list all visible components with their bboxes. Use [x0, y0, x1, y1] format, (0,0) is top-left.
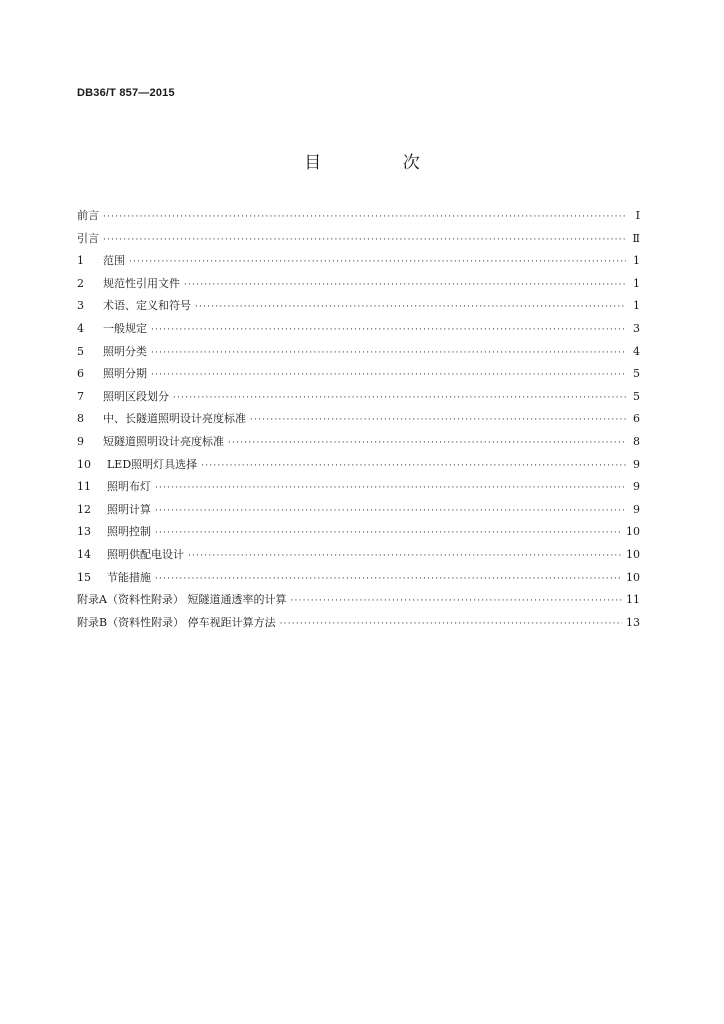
- toc-leader-dots: [103, 229, 626, 252]
- toc-entry-number: 11: [77, 480, 91, 494]
- toc-entry-label: 附录B（资料性附录） 停车视距计算方法: [77, 615, 276, 629]
- toc-entry-label: 照明分类: [103, 344, 147, 358]
- toc-leader-dots: [151, 342, 626, 365]
- toc-entry-number: 10: [77, 457, 91, 471]
- toc-leader-dots: [195, 296, 626, 319]
- toc-entry-page: 4: [633, 344, 640, 358]
- document-code: DB36/T 857—2015: [77, 87, 175, 99]
- toc-entry[interactable]: [77, 454, 640, 477]
- toc-entry[interactable]: [77, 341, 640, 364]
- toc-entry-page: 5: [633, 389, 640, 403]
- toc-entry-label: 引言: [77, 231, 99, 245]
- toc-entry-number: 9: [77, 434, 84, 448]
- toc-entry[interactable]: [77, 386, 640, 409]
- toc-entry-page: 11: [626, 593, 640, 607]
- toc-entry-label: 照明供配电设计: [107, 547, 184, 561]
- toc-entry[interactable]: [77, 250, 640, 273]
- toc-entry-number: 14: [77, 547, 91, 561]
- toc-entry-page: 1: [633, 254, 640, 268]
- toc-entry[interactable]: [77, 295, 640, 318]
- toc-entry-number: 13: [77, 525, 91, 539]
- toc-entry-label: LED照明灯具选择: [107, 457, 198, 471]
- toc-entry-label: 短隧道照明设计亮度标准: [103, 434, 224, 448]
- toc-entry[interactable]: [77, 318, 640, 341]
- toc-entry[interactable]: [77, 612, 640, 635]
- toc-entry-label: 照明分期: [103, 367, 147, 381]
- toc-entry-page: 5: [633, 367, 640, 381]
- toc-entry-number: 3: [77, 299, 84, 313]
- toc-entry[interactable]: [77, 544, 640, 567]
- toc-entry-page: 1: [633, 276, 640, 290]
- toc-leader-dots: [184, 274, 626, 297]
- toc-entry-page: 9: [633, 502, 640, 516]
- toc-title: 目 次: [304, 153, 458, 173]
- toc-entry-label: 规范性引用文件: [103, 276, 180, 290]
- toc-entry-label: 术语、定义和符号: [103, 299, 191, 313]
- toc-entry-label: 照明控制: [107, 525, 151, 539]
- toc-entry-number: 8: [77, 412, 84, 426]
- toc-entry-page: 3: [633, 321, 640, 335]
- toc-entry-number: 4: [77, 321, 84, 335]
- toc-leader-dots: [201, 455, 626, 478]
- toc-entry[interactable]: [77, 521, 640, 544]
- table-of-contents: [77, 205, 640, 634]
- toc-entry-label: 节能措施: [107, 570, 151, 584]
- toc-entry-page: Ⅱ: [632, 231, 640, 245]
- toc-leader-dots: [129, 251, 626, 274]
- toc-leader-dots: [173, 387, 626, 410]
- toc-entry[interactable]: [77, 228, 640, 251]
- toc-entry-page: 8: [633, 434, 640, 448]
- toc-entry[interactable]: [77, 408, 640, 431]
- toc-entry-page: 10: [626, 525, 640, 539]
- toc-leader-dots: [250, 409, 626, 432]
- toc-leader-dots: [151, 364, 626, 387]
- toc-leader-dots: [155, 500, 626, 523]
- toc-leader-dots: [103, 206, 626, 229]
- toc-entry-number: 7: [77, 389, 84, 403]
- toc-leader-dots: [155, 477, 626, 500]
- toc-entry-page: 6: [633, 412, 640, 426]
- toc-entry[interactable]: [77, 476, 640, 499]
- toc-entry-page: 13: [626, 615, 640, 629]
- toc-entry-label: 范围: [103, 254, 125, 268]
- toc-entry-page: 10: [626, 547, 640, 561]
- toc-leader-dots: [228, 432, 626, 455]
- toc-entry[interactable]: [77, 205, 640, 228]
- toc-entry-number: 2: [77, 276, 84, 290]
- toc-entry-label: 照明区段划分: [103, 389, 169, 403]
- toc-entry[interactable]: [77, 273, 640, 296]
- toc-entry-number: 1: [77, 254, 84, 268]
- toc-entry[interactable]: [77, 363, 640, 386]
- toc-entry-number: 6: [77, 367, 84, 381]
- toc-entry-page: 9: [633, 457, 640, 471]
- toc-entry-number: 12: [77, 502, 91, 516]
- toc-entry-label: 一般规定: [103, 321, 147, 335]
- toc-entry-label: 附录A（资料性附录） 短隧道通透率的计算: [77, 593, 287, 607]
- toc-entry-label: 照明计算: [107, 502, 151, 516]
- toc-leader-dots: [290, 590, 622, 613]
- toc-entry[interactable]: [77, 589, 640, 612]
- toc-entry-page: 10: [626, 570, 640, 584]
- toc-entry-number: 15: [77, 570, 91, 584]
- toc-entry-label: 前言: [77, 209, 99, 222]
- toc-entry[interactable]: [77, 567, 640, 590]
- toc-entry-number: 5: [77, 344, 84, 358]
- toc-entry[interactable]: [77, 499, 640, 522]
- toc-leader-dots: [188, 545, 622, 568]
- toc-leader-dots: [151, 319, 626, 342]
- toc-entry-page: Ⅰ: [635, 209, 640, 222]
- toc-leader-dots: [155, 522, 622, 545]
- toc-leader-dots: [280, 613, 622, 636]
- toc-entry-label: 照明布灯: [107, 480, 151, 494]
- toc-entry[interactable]: [77, 431, 640, 454]
- toc-entry-page: 1: [633, 299, 640, 313]
- toc-leader-dots: [155, 568, 622, 591]
- toc-entry-label: 中、长隧道照明设计亮度标准: [103, 412, 246, 426]
- toc-entry-page: 9: [633, 480, 640, 494]
